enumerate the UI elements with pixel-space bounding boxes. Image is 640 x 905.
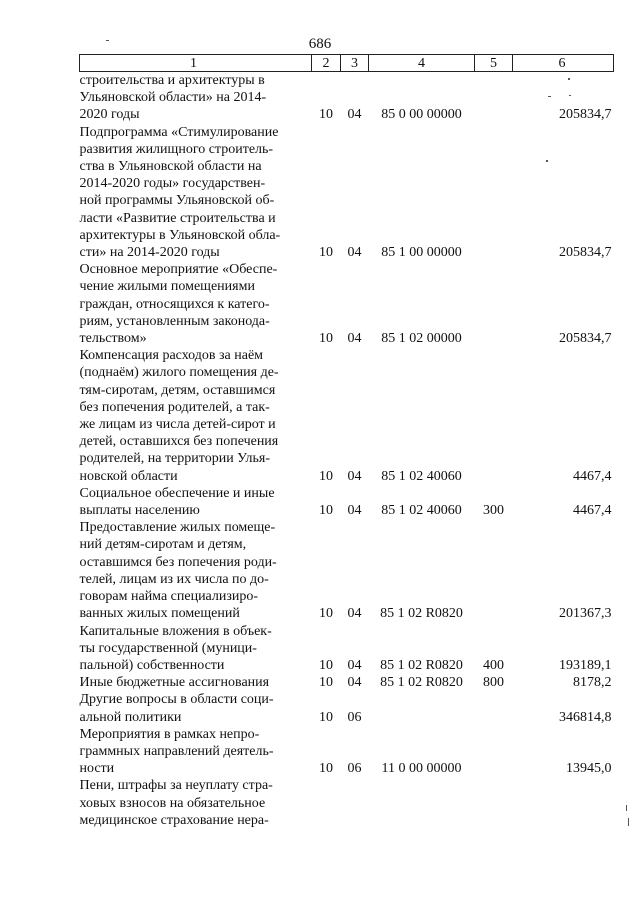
header-col-6: 6 <box>513 55 614 72</box>
row-amount: 4467,4 <box>573 468 612 484</box>
header-col-1: 1 <box>80 55 312 72</box>
row-amount: 8178,2 <box>573 675 612 691</box>
header-col-5: 5 <box>475 55 513 72</box>
row-section: 10 <box>319 606 333 622</box>
header-col-4: 4 <box>369 55 475 72</box>
row-name: Предоставление жилых помеще- ний детям-сиротам и детям, оставшимся без попечения роди- телей, лицам из их числа по до- говорам найма специализиро- ванных жилых помещений <box>79 520 277 622</box>
table-row <box>80 124 614 262</box>
row-target-code: 85 0 00 00000 <box>381 107 462 123</box>
row-target-code: 85 1 02 00000 <box>381 331 462 347</box>
row-expense-type: 400 <box>483 657 504 673</box>
table-row <box>80 72 614 124</box>
row-name: Компенсация расходов за наём (поднаём) жилого помещения де- тям-сиротам, детям, оставшимся без попечения родителей, а так- же лицам из числа детей-сирот и детей, оставшихся без попечения родителей, на территории Улья- новской области <box>79 348 279 484</box>
row-section: 10 <box>319 107 333 123</box>
row-expense-type <box>475 777 513 829</box>
table-row <box>80 519 614 622</box>
row-name: Капитальные вложения в объек- ты государственной (муници- пальной) собственности <box>79 623 272 673</box>
row-subsection: 04 <box>347 245 362 261</box>
header-col-3: 3 <box>341 55 369 72</box>
row-expense-type <box>475 691 513 725</box>
table-body <box>80 72 614 829</box>
table-header <box>80 55 614 72</box>
budget-table <box>79 54 614 829</box>
row-name: Подпрограмма «Стимулирование развития жилищного строитель- ства в Ульяновской области на 2014-2020 годы» государствен- ной программы Ульяновской об- ласти «Развитие строительства и архитектуры в Ульяновской обла- сти» на 2014-2020 годы <box>79 124 281 261</box>
row-target-code: 85 1 00 00000 <box>381 245 462 261</box>
row-subsection: 04 <box>347 606 362 622</box>
table-row <box>80 485 614 519</box>
row-section: 10 <box>319 503 333 519</box>
row-expense-type <box>475 124 513 262</box>
row-subsection: 04 <box>347 675 362 691</box>
row-subsection: 04 <box>347 468 362 484</box>
row-name: Основное мероприятие «Обеспе- чение жилыми помещениями граждан, относящихся к катего- риям, установленным законода- тельством» <box>79 262 278 347</box>
row-amount: 13945,0 <box>566 761 612 777</box>
row-expense-type <box>475 347 513 485</box>
row-expense-type: 300 <box>483 503 504 519</box>
header-row <box>80 55 614 72</box>
row-amount: 205834,7 <box>559 107 612 123</box>
row-expense-type <box>475 261 513 347</box>
row-subsection: 04 <box>347 331 362 347</box>
scan-speck <box>569 95 571 96</box>
row-subsection: 06 <box>347 761 362 777</box>
row-section: 10 <box>319 657 333 673</box>
row-target-code: 11 0 00 00000 <box>381 761 462 777</box>
table-row <box>80 347 614 485</box>
row-amount: 4467,4 <box>573 503 612 519</box>
row-name: Другие вопросы в области соци- альной политики <box>79 692 274 725</box>
row-subsection: 06 <box>347 709 362 725</box>
scan-speck <box>548 96 551 97</box>
row-subsection: 04 <box>347 503 362 519</box>
row-amount: 201367,3 <box>559 606 612 622</box>
table-row <box>80 674 614 691</box>
scan-speck <box>626 805 627 811</box>
row-name: Иные бюджетные ассигнования <box>79 675 270 691</box>
row-target-code <box>369 777 475 829</box>
row-subsection <box>341 777 369 829</box>
row-section: 10 <box>319 331 333 347</box>
row-expense-type <box>475 726 513 778</box>
scan-speck <box>628 818 629 826</box>
table-row <box>80 623 614 675</box>
row-amount <box>513 777 614 829</box>
table-row <box>80 691 614 725</box>
scan-speck <box>568 78 570 80</box>
row-subsection: 04 <box>347 107 362 123</box>
scan-speck <box>546 160 548 162</box>
row-expense-type <box>475 519 513 622</box>
row-name: Социальное обеспечение и иные выплаты населению <box>79 485 275 519</box>
row-expense-type: 800 <box>483 675 504 691</box>
row-amount: 205834,7 <box>559 331 612 347</box>
row-section: 10 <box>319 761 333 777</box>
table-row <box>80 777 614 829</box>
row-section <box>312 777 341 829</box>
row-name: строительства и архитектуры в Ульяновской области» на 2014- 2020 годы <box>79 73 267 123</box>
row-name: Пени, штрафы за неуплату стра- ховых взносов на обязательное медицинское страхование нера- <box>79 778 273 828</box>
row-amount: 205834,7 <box>559 245 612 261</box>
row-target-code: 85 1 02 R0820 <box>380 606 463 622</box>
row-target-code: 85 1 02 R0820 <box>380 675 463 691</box>
row-amount: 346814,8 <box>559 709 612 725</box>
page-number: 686 <box>308 36 332 52</box>
row-target-code: 85 1 02 40060 <box>381 468 462 484</box>
table-row <box>80 726 614 778</box>
row-name: Мероприятия в рамках непро- граммных направлений деятель- ности <box>79 726 274 777</box>
row-amount: 193189,1 <box>559 657 612 673</box>
row-target-code: 85 1 02 R0820 <box>380 657 463 673</box>
row-section: 10 <box>319 245 333 261</box>
header-col-2: 2 <box>312 55 341 72</box>
table-row <box>80 261 614 347</box>
row-section: 10 <box>319 675 333 691</box>
row-subsection: 04 <box>347 657 362 673</box>
scan-speck <box>106 40 109 41</box>
row-section: 10 <box>319 468 333 484</box>
row-target-code: 85 1 02 40060 <box>381 503 462 519</box>
row-section: 10 <box>319 709 333 725</box>
row-expense-type <box>475 72 513 124</box>
row-target-code <box>369 691 475 725</box>
